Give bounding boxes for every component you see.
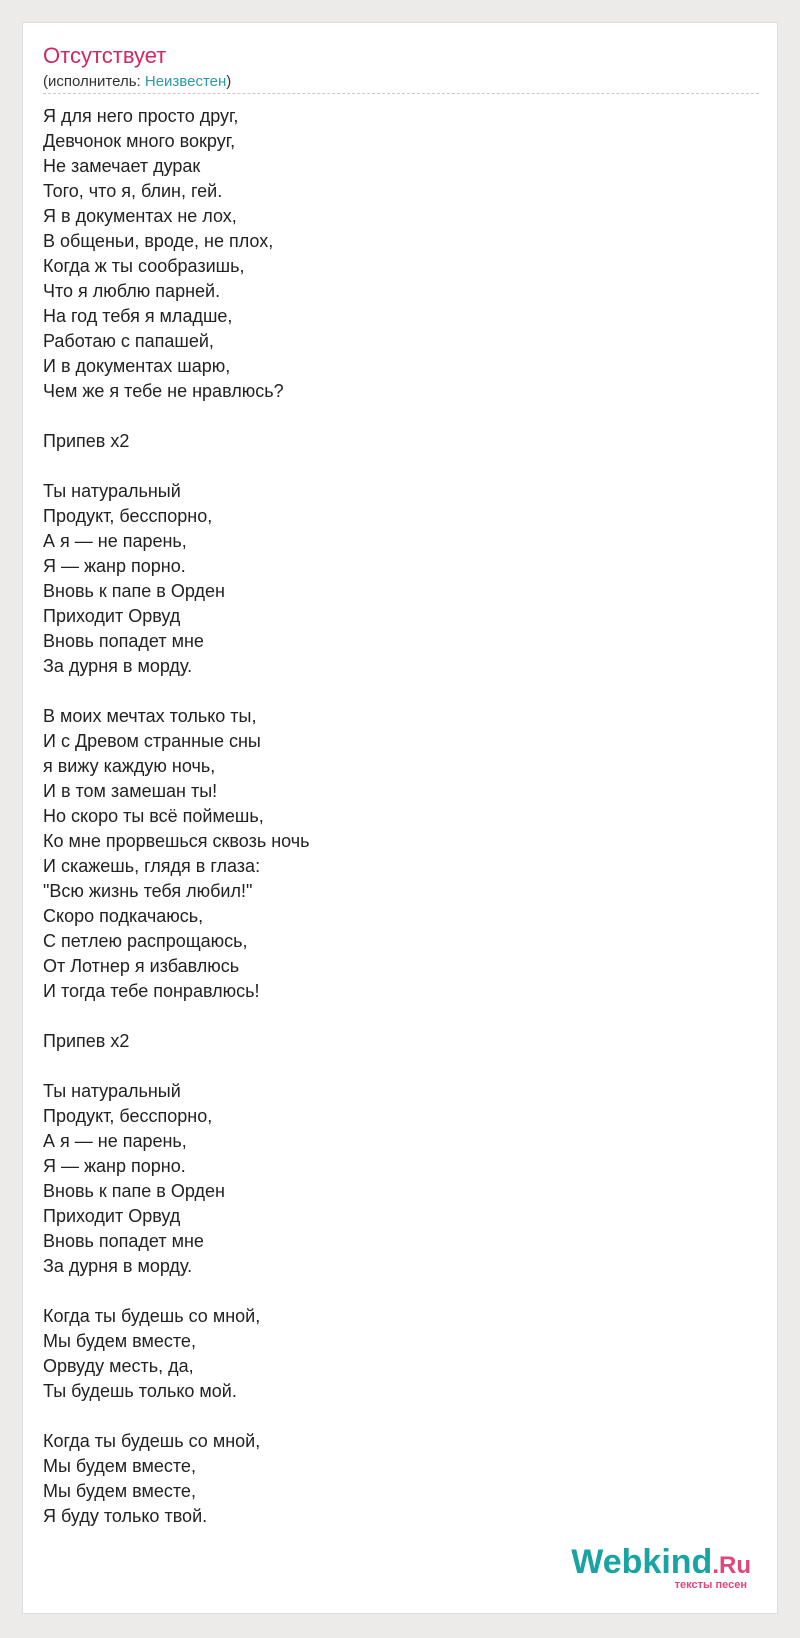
artist-prefix: (исполнитель: [43, 73, 145, 90]
song-title: Отсутствует [43, 43, 167, 68]
lyric-line: Продукт, бесспорно, [43, 506, 213, 526]
lyric-line: Чем же я тебе не нравлюсь? [43, 381, 284, 401]
lyric-line: А я — не парень, [43, 1131, 187, 1151]
lyric-line: В моих мечтах только ты, [43, 706, 257, 726]
lyric-line: Девчонок много вокруг, [43, 131, 236, 151]
lyric-line: Я для него просто друг, [43, 106, 239, 126]
lyric-line: И скажешь, глядя в глаза: [43, 856, 261, 876]
lyric-line: А я — не парень, [43, 531, 187, 551]
lyric-line: Ты натуральный [43, 481, 181, 501]
lyric-line: Вновь к папе в Орден [43, 1181, 225, 1201]
lyric-line: Продукт, бесспорно, [43, 1106, 213, 1126]
lyric-line: Я — жанр порно. [43, 556, 186, 576]
lyric-line: Когда ты будешь со мной, [43, 1306, 261, 1326]
lyric-line: Припев x2 [43, 431, 130, 451]
lyric-line: я вижу каждую ночь, [43, 756, 216, 776]
lyric-line: Того, что я, блин, гей. [43, 181, 223, 201]
lyric-line: В общеньи, вроде, не плох, [43, 231, 274, 251]
lyric-line: На год тебя я младше, [43, 306, 233, 326]
watermark-logo [571, 1545, 751, 1583]
artist-link[interactable]: Неизвестен [144, 73, 227, 90]
lyric-line: И в том замешан ты! [43, 781, 218, 801]
watermark-tld: .Ru [712, 1552, 751, 1579]
lyric-line: Ты будешь только мой. [43, 1381, 237, 1401]
stanza-break [43, 403, 310, 428]
lyric-line: И с Древом странные сны [43, 731, 261, 751]
dashed-divider [43, 93, 759, 94]
stanza-break [43, 678, 310, 703]
stanza-break [43, 1003, 310, 1028]
stanza-break [43, 453, 310, 478]
lyric-line: Приходит Орвуд [43, 606, 181, 626]
lyric-line: Орвуду месть, да, [43, 1356, 194, 1376]
stanza-break [43, 1403, 310, 1428]
watermark-tagline: тексты песен [674, 1579, 747, 1591]
lyric-line: Вновь попадет мне [43, 631, 204, 651]
lyric-line: Скоро подкачаюсь, [43, 906, 204, 926]
lyric-line: И в документах шарю, [43, 356, 231, 376]
lyric-line: Что я люблю парней. [43, 281, 221, 301]
lyric-line: За дурня в морду. [43, 656, 193, 676]
lyric-line: Вновь к папе в Орден [43, 581, 225, 601]
lyric-line: Я в документах не лох, [43, 206, 237, 226]
lyric-line: Припев x2 [43, 1031, 130, 1051]
lyric-line: Но скоро ты всё поймешь, [43, 806, 264, 826]
lyric-line: И тогда тебе понравлюсь! [43, 981, 260, 1001]
lyric-line: Приходит Орвуд [43, 1206, 181, 1226]
lyric-line: "Всю жизнь тебя любил!" [43, 881, 253, 901]
lyrics-text [43, 103, 310, 1528]
lyric-line: Мы будем вместе, [43, 1456, 196, 1476]
artist-line [43, 73, 231, 91]
site-watermark [571, 1545, 751, 1591]
lyrics-card [22, 22, 778, 1614]
watermark-brand: Webkind [571, 1543, 713, 1581]
lyric-line: Я буду только твой. [43, 1506, 208, 1526]
lyric-line: Когда ты будешь со мной, [43, 1431, 261, 1451]
lyric-line: Я — жанр порно. [43, 1156, 186, 1176]
lyric-line: За дурня в морду. [43, 1256, 193, 1276]
artist-suffix: ) [226, 73, 232, 90]
lyric-line: Мы будем вместе, [43, 1331, 196, 1351]
stanza-break [43, 1053, 310, 1078]
lyric-line: Работаю с папашей, [43, 331, 214, 351]
lyric-line: Ко мне прорвешься сквозь ночь [43, 831, 310, 851]
lyric-line: От Лотнер я избавлюсь [43, 956, 240, 976]
lyric-line: Когда ж ты сообразишь, [43, 256, 245, 276]
stanza-break [43, 1278, 310, 1303]
lyric-line: Мы будем вместе, [43, 1481, 196, 1501]
lyric-line: Вновь попадет мне [43, 1231, 204, 1251]
lyric-line: Не замечает дурак [43, 156, 201, 176]
lyric-line: С петлею распрощаюсь, [43, 931, 248, 951]
lyric-line: Ты натуральный [43, 1081, 181, 1101]
